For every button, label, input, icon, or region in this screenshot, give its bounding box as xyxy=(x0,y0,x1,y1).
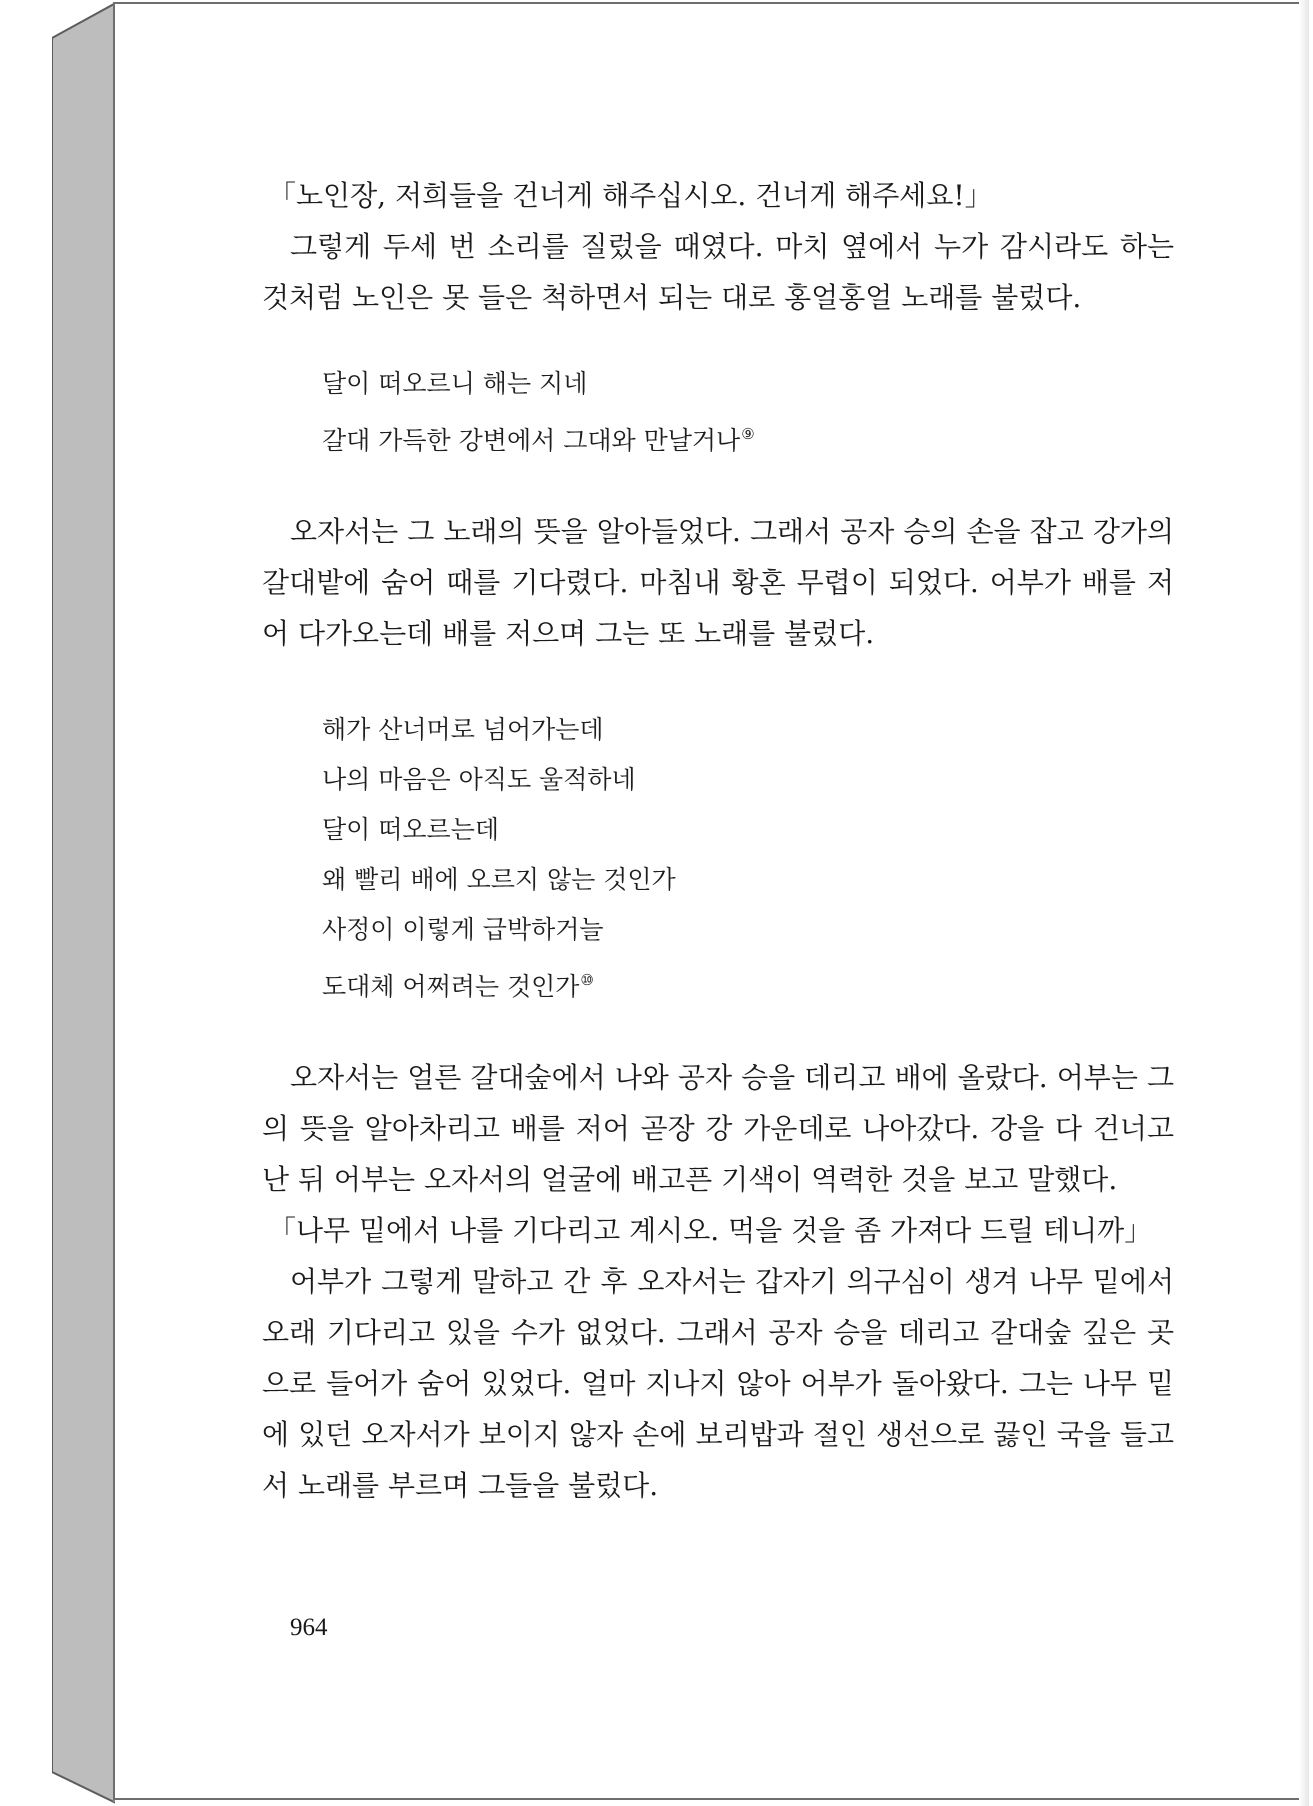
poem-line: 달이 떠오르는데 xyxy=(322,815,499,844)
narration-paragraph: 어부가 그렇게 말하고 간 후 오자서는 갑자기 의구심이 생겨 나무 밑에서 오래 기다리고 있을 수가 없었다. 그래서 공자 승을 데리고 갈대숲 깊은 곳으로 들어가 숨어 있었다. 얼마 지나지 않아 어부가 돌아왔다. 그는 나무 밑에 있던 오자서가 보이지 않자 손에 보리밥과 절인 생선으로 끓인 국을 들고서 노래를 부르며 그들을 불렀다. xyxy=(262,1265,1174,1502)
poem-stanza xyxy=(262,705,1174,1012)
poem-line: 해가 산너머로 넘어가는데 xyxy=(322,715,604,744)
narration-paragraph: 오자서는 얼른 갈대숲에서 나와 공자 승을 데리고 배에 올랐다. 어부는 그의 뜻을 알아차리고 배를 저어 곧장 강 가운데로 나아갔다. 강을 다 건너고 난 뒤 어부는 오자서의 얼굴에 배고픈 기색이 역력한 것을 보고 말했다. xyxy=(262,1061,1174,1196)
narration-paragraph: 그렇게 두세 번 소리를 질렀을 때였다. 마치 옆에서 누가 감시라도 하는 것처럼 노인은 못 들은 척하면서 되는 대로 홍얼홍얼 노래를 불렀다. xyxy=(262,230,1174,314)
page-number: 964 xyxy=(290,1614,328,1641)
dialogue-paragraph: 「노인장, 저희들을 건너게 해주십시오. 건너게 해주세요!」 xyxy=(268,179,993,212)
footnote-marker: ⑩ xyxy=(580,971,594,989)
poem-line: 사정이 이렇게 급박하거늘 xyxy=(322,915,604,944)
book-spine xyxy=(52,0,116,1806)
page-edge xyxy=(1299,0,1309,1806)
poem-line: 도대체 어쩌려는 것인가⑩ xyxy=(322,971,594,1001)
page-body xyxy=(262,170,1174,1511)
dialogue-paragraph: 「나무 밑에서 나를 기다리고 계시오. 먹을 것을 좀 가져다 드릴 테니까」 xyxy=(268,1214,1153,1247)
poem-stanza xyxy=(262,359,1174,466)
narration-paragraph: 오자서는 그 노래의 뜻을 알아들었다. 그래서 공자 승의 손을 잡고 강가의 갈대밭에 숨어 때를 기다렸다. 마침내 황혼 무렵이 되었다. 어부가 배를 저어 다가오는데 배를 저으며 그는 또 노래를 불렀다. xyxy=(262,515,1174,650)
footnote-marker: ⑨ xyxy=(741,425,755,443)
poem-line: 왜 빨리 배에 오르지 않는 것인가 xyxy=(322,865,676,894)
poem-line: 갈대 가득한 강변에서 그대와 만날거나⑨ xyxy=(322,425,755,455)
poem-line: 나의 마음은 아직도 울적하네 xyxy=(322,765,636,794)
poem-line: 달이 떠오르니 해는 지네 xyxy=(322,369,588,398)
